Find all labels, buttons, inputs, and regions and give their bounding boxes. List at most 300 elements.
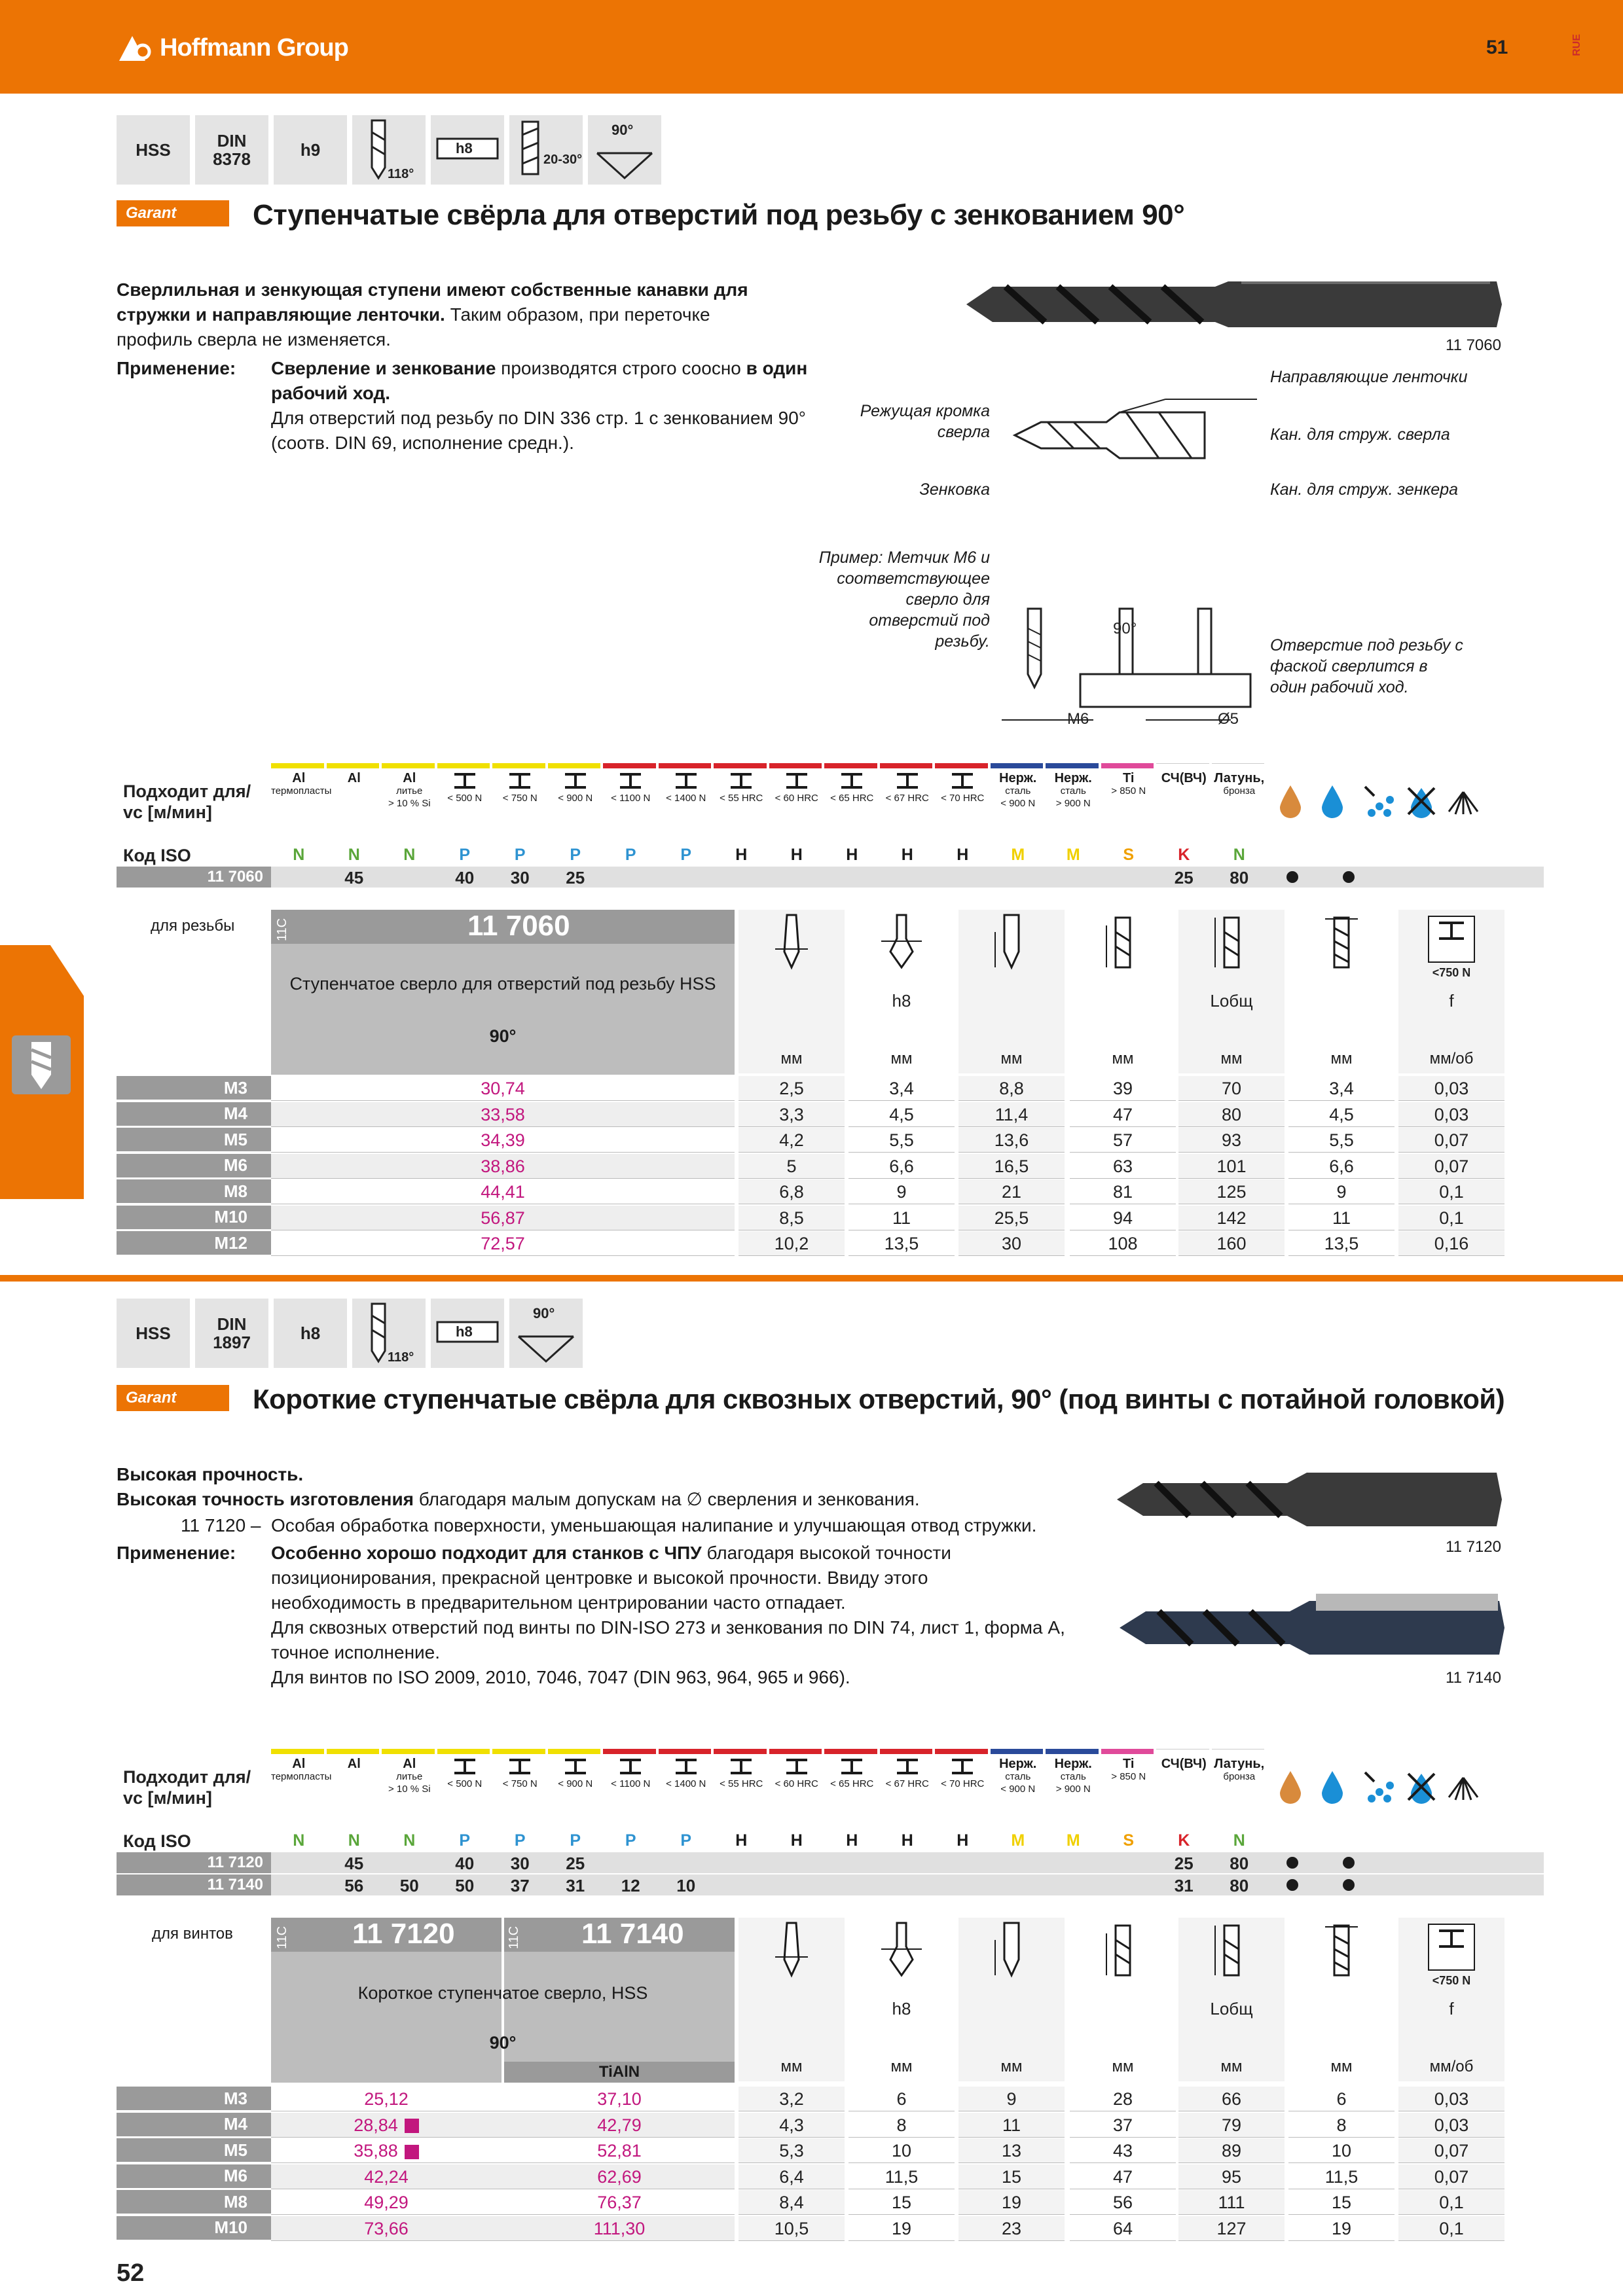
mat2-col-sub-7: < 1400 N (666, 1778, 706, 1789)
shank-diameter-icon (1312, 1920, 1371, 1996)
t1-pict-label-4: Lобщ (1210, 991, 1253, 1011)
drill-image-117120 (1117, 1463, 1503, 1535)
price-value: 35,88 (354, 2141, 398, 2161)
table2-article1: 11 7120 (352, 1918, 455, 1950)
t1-cell-6: 0,1 (1439, 1182, 1464, 1202)
mql-spray-icon (1361, 1768, 1398, 1808)
price-value: 25,12 (364, 2089, 409, 2109)
mat2-vc-1-6: 12 (621, 1876, 640, 1895)
mat1-label-1: Подходит для/ (123, 781, 251, 801)
mat1-col-4 (492, 772, 548, 804)
mat2-vc-0-17: 80 (1230, 1854, 1249, 1873)
t1-unit-0: мм (780, 1050, 803, 1067)
mat2-col-8 (714, 1758, 769, 1790)
flute-length-icon (1093, 912, 1152, 988)
mat2-col-sub-17: бронза (1223, 1771, 1256, 1782)
tolerance-icon: h8 (274, 1299, 347, 1368)
mat2-vc-1-17: 80 (1230, 1876, 1249, 1895)
new-item-marker (405, 2119, 419, 2133)
mat1-col-color-16 (1156, 763, 1209, 768)
t1-cell-6: 0,16 (1434, 1234, 1469, 1253)
brand-logo (117, 31, 348, 64)
mat2-col-sub-3: < 500 N (447, 1778, 483, 1789)
tap-example-diagram (1002, 602, 1264, 733)
t2-unit-0: мм (780, 2058, 803, 2075)
t2-cell-5: 10 (1331, 2141, 1352, 2161)
table2-desc: Короткое ступенчатое сверло, HSS (357, 1983, 648, 2003)
mat1-col-sub-2: литье > 10 % Si (388, 785, 431, 809)
mat1-iso-0: N (293, 845, 305, 864)
table2-tab1: 11C (275, 1926, 289, 1949)
mat1-col-color-4 (492, 763, 545, 768)
t1-cell-4: 160 (1216, 1234, 1247, 1253)
mat1-iso-5: P (570, 845, 581, 864)
air-blast-icon (1445, 783, 1482, 823)
mat1-col-color-8 (714, 763, 767, 768)
mat1-col-0 (271, 771, 332, 797)
price-value: 49,29 (364, 2193, 409, 2212)
mat2-col-sub-8: < 55 HRC (720, 1778, 763, 1789)
mat2-iso-8: H (735, 1831, 748, 1850)
t2-cell-6: 0,03 (1434, 2115, 1469, 2135)
t1-cell-5: 3,4 (1329, 1079, 1354, 1098)
price-value: 73,66 (364, 2218, 409, 2238)
label-flute-countersink: Кан. для струж. зенкера (1270, 480, 1459, 499)
svg-text:20-30°: 20-30° (543, 152, 583, 167)
t2-cell-5: 6 (1336, 2089, 1347, 2109)
mat1-iso-11: H (901, 845, 913, 864)
t1-pict-label-1: h8 (892, 991, 911, 1011)
t2-cell-1: 6 (896, 2089, 907, 2109)
section2-app-text: Особенно хорошо подходит для станков с ЧПУ благодаря высокой точности позиционирования, прекрасной центровке и высокой прочности. Ввиду этого необходимость в предварительном центрировании часто отпадает. Для сквозных отверстий под винты по DIN-ISO 273 и зенкования по DIN 74, лист 1, форма А, точное исполнение. Для винтов по ISO 2009, 2010, 7046, 7047 (DIN 963, 964, 965 и 966). (271, 1543, 1065, 1687)
mat2-col-17 (1212, 1758, 1267, 1783)
mat1-col-title-15: Ti (1123, 771, 1135, 785)
mat1-col-6 (603, 772, 659, 804)
mat1-col-color-11 (880, 763, 933, 768)
t2-unit-6: мм/об (1429, 2058, 1474, 2075)
drill-diameter-icon (762, 1920, 821, 1996)
mat2-vc-row-0 (117, 1852, 1504, 1873)
t1-unit-4: мм (1220, 1050, 1243, 1067)
section2-app-label: Применение: (117, 1543, 236, 1563)
mat2-vc-row-1 (117, 1874, 1504, 1895)
mat2-col-7 (659, 1758, 714, 1790)
t2-row (117, 2164, 1504, 2189)
price-value: 28,84 (354, 2115, 398, 2135)
mat2-col-12 (935, 1758, 991, 1790)
mat1-col-color-15 (1101, 763, 1154, 768)
t2-row (117, 2190, 1504, 2215)
section1-app-label: Применение: (117, 358, 236, 378)
suitability-dot (1343, 871, 1355, 883)
t1-cell-1: 3,4 (889, 1079, 914, 1098)
mat1-iso-10: H (846, 845, 858, 864)
t1-cell-2: 16,5 (994, 1156, 1029, 1176)
t2-cell-2: 9 (1006, 2089, 1017, 2109)
mat1-vc-0-17: 80 (1230, 868, 1249, 888)
t1-cell-1: 9 (896, 1182, 907, 1202)
t2-size: M8 (117, 2190, 271, 2215)
mat1-iso-4: P (514, 845, 526, 864)
section1-intro: Сверлильная и зенкующая ступени имеют собственные канавки для стружки и направляющие ленточки. Таким образом, при переточке профиль сверла не изменяется. (117, 279, 748, 350)
mat2-col-color-9 (769, 1749, 822, 1754)
mat2-vc-1-7: 10 (676, 1876, 696, 1895)
label-flute-drill: Кан. для струж. сверла (1270, 425, 1450, 444)
section2-line3: Особая обработка поверхности, уменьшающая налипание и улучшающая отвод стружки. (271, 1515, 1037, 1535)
t2-cell-2: 15 (1001, 2166, 1022, 2187)
t1-cell-5: 4,5 (1329, 1104, 1354, 1124)
t1-pict-label-6: f (1449, 991, 1454, 1011)
mat2-col-3 (437, 1758, 493, 1790)
steel-beam-icon (437, 1758, 493, 1778)
mat2-vc-art-1: 11 7140 (117, 1874, 271, 1895)
mat1-col-14 (1046, 772, 1101, 810)
mat1-col-9 (769, 772, 825, 804)
mat2-iso-2: N (403, 1831, 416, 1850)
mat1-iso-12: H (957, 845, 969, 864)
mat1-iso-8: H (735, 845, 748, 864)
t1-price: 44,41 (481, 1182, 525, 1202)
material-header-2 (117, 1749, 1504, 1822)
mat2-col-sub-10: < 65 HRC (830, 1778, 874, 1789)
t2-cell-5: 15 (1331, 2193, 1352, 2212)
mat1-col-title-16: СЧ(ВЧ) (1161, 771, 1207, 785)
t1-row (117, 1076, 1504, 1101)
t1-pict-col-2 (958, 910, 1065, 1073)
mat1-col-title-1: Al (347, 771, 361, 785)
t1-cell-5: 11 (1332, 1208, 1351, 1228)
suitability-dot (1286, 871, 1298, 883)
mat2-col-1 (327, 1758, 382, 1770)
mat1-vc-art-0: 11 7060 (117, 867, 271, 888)
oil-drop-icon (1277, 1768, 1304, 1808)
mat2-col-title-0: Al (292, 1757, 306, 1771)
air-blast-icon (1445, 1768, 1482, 1808)
mat2-col-color-3 (437, 1749, 490, 1754)
mat2-col-6 (603, 1758, 659, 1790)
mat1-col-sub-6: < 1100 N (611, 793, 651, 804)
mat2-col-13 (991, 1758, 1046, 1795)
section2-title: Короткие ступенчатые свёрла для сквозных отверстий, 90° (под винты с потайной головкой) (253, 1384, 1505, 1414)
table2-left-label: для винтов (152, 1925, 233, 1943)
t1-cell-3: 57 (1112, 1130, 1133, 1150)
mat1-col-sub-11: < 67 HRC (885, 793, 929, 804)
new-item-marker (405, 2145, 419, 2159)
garant-badge: Garant (117, 1385, 229, 1411)
svg-text:Ø5: Ø5 (1218, 710, 1239, 728)
t1-price: 33,58 (481, 1104, 525, 1124)
section1-title: Ступенчатые свёрла для отверстий под резьбу с зенкованием 90° (253, 199, 1185, 231)
mat1-iso-13: M (1011, 845, 1025, 864)
steel-beam-icon (935, 772, 991, 792)
mat2-col-title-15: Ti (1123, 1757, 1135, 1771)
mat2-iso-15: S (1123, 1831, 1135, 1850)
mat2-iso-14: M (1066, 1831, 1080, 1850)
mat2-iso-10: H (846, 1831, 858, 1850)
t1-row (117, 1179, 1504, 1204)
steel-beam-icon (824, 1758, 880, 1778)
mat1-iso-label: Код ISO (123, 846, 191, 865)
t1-size: M5 (117, 1128, 271, 1153)
t2-cell-6: 0,07 (1434, 2141, 1469, 2161)
steel-beam-icon (492, 1758, 548, 1778)
t2-cell-1: 11,5 (884, 2166, 919, 2187)
t2-unit-3: мм (1112, 2058, 1134, 2075)
t1-unit-2: мм (1000, 1050, 1023, 1067)
mat2-iso-0: N (293, 1831, 305, 1850)
t1-pict-col-4 (1178, 910, 1285, 1073)
svg-text:90°: 90° (611, 122, 634, 138)
t1-size: M12 (117, 1231, 271, 1256)
mat1-iso-1: N (348, 845, 360, 864)
point-angle-icon (352, 1299, 426, 1368)
mat2-col-color-8 (714, 1749, 767, 1754)
t1-price: 56,87 (481, 1208, 525, 1228)
mat2-label-2: vc [м/мин] (123, 1788, 212, 1808)
countersink-angle-icon (509, 1299, 583, 1368)
t1-size: M3 (117, 1076, 271, 1101)
t1-pict-col-0 (739, 910, 845, 1073)
mat1-col-title-17: Латунь, (1214, 771, 1265, 785)
mat2-col-5 (548, 1758, 604, 1790)
iso-row-1 (117, 844, 1504, 865)
mat2-col-sub-15: > 850 N (1111, 1771, 1146, 1782)
t2-pict-col-5 (1288, 1918, 1395, 2081)
t2-size: M4 (117, 2113, 271, 2138)
table1-tab: 11C (275, 918, 289, 941)
t1-cell-6: 0,03 (1434, 1104, 1469, 1124)
steel-beam-icon (824, 772, 880, 792)
t2-row (117, 2087, 1504, 2111)
t1-price: 30,74 (481, 1079, 525, 1098)
mat2-iso-label: Код ISO (123, 1831, 191, 1851)
t2-pict-label-6: f (1449, 1999, 1454, 2018)
steel-beam-icon (935, 1758, 991, 1778)
drill-diameter-icon (762, 912, 821, 988)
t2-pict-col-4 (1178, 1918, 1285, 2081)
mat2-col-title-13: Нерж. (999, 1757, 1037, 1771)
mat1-col-1 (327, 772, 382, 785)
mat1-col-sub-0: термопласты (271, 785, 332, 797)
mat1-iso-9: H (790, 845, 803, 864)
t2-cell-4: 66 (1221, 2089, 1242, 2109)
mat1-col-color-5 (548, 763, 601, 768)
mat1-col-sub-15: > 850 N (1111, 785, 1146, 797)
t2-cell-2: 23 (1001, 2218, 1022, 2238)
mat1-col-sub-3: < 500 N (447, 793, 483, 804)
suitability-dot (1343, 1879, 1355, 1891)
steel-beam-icon (880, 772, 936, 792)
mat2-col-sub-13: сталь < 900 N (1000, 1771, 1036, 1795)
page-number-top: 51 (1486, 37, 1508, 58)
t2-cell-3: 64 (1112, 2218, 1133, 2238)
property-icons-1 (117, 115, 661, 185)
mat1-col-15 (1101, 772, 1157, 797)
t1-row (117, 1154, 1504, 1179)
mat1-col-color-13 (991, 763, 1044, 768)
mat2-vc-1-16: 31 (1174, 1876, 1194, 1895)
t2-cell-0: 3,2 (779, 2089, 804, 2109)
header-bar (0, 0, 1623, 94)
t2-row (117, 2138, 1504, 2163)
emulsion-drop-icon (1319, 1768, 1345, 1808)
t2-price-117120 (271, 2164, 501, 2189)
mat2-vc-1-4: 37 (510, 1876, 530, 1895)
mat2-iso-11: H (901, 1831, 913, 1850)
svg-text:90°: 90° (533, 1305, 555, 1321)
t1-unit-6: мм/об (1429, 1050, 1474, 1067)
t2-cell-5: 11,5 (1324, 2166, 1359, 2187)
t2-cell-3: 43 (1112, 2141, 1133, 2161)
mat2-col-sub-2: литье > 10 % Si (388, 1771, 431, 1795)
t1-size: M4 (117, 1102, 271, 1127)
material-header-1 (117, 763, 1504, 836)
t2-price-117120 (271, 2113, 501, 2138)
mat2-col-title-2: Al (403, 1757, 416, 1771)
mat1-col-sub-13: сталь < 900 N (1000, 785, 1036, 809)
mat1-label-2: vc [м/мин] (123, 802, 212, 822)
mat2-iso-4: P (514, 1831, 526, 1850)
shank-diameter-icon (1312, 912, 1371, 988)
t2-cell-5: 19 (1331, 2218, 1352, 2238)
mat1-col-color-3 (437, 763, 490, 768)
mat1-col-color-14 (1046, 763, 1099, 768)
t1-row (117, 1102, 1504, 1127)
mat1-col-8 (714, 772, 769, 804)
image-ref-117060: 11 7060 (1446, 336, 1501, 354)
page-number-bottom: 52 (117, 2259, 145, 2287)
mat2-col-color-7 (659, 1749, 712, 1754)
table2-coating: TiAlN (504, 2062, 735, 2083)
mat2-col-sub-9: < 60 HRC (775, 1778, 818, 1789)
t2-pict-col-6 (1398, 1918, 1504, 2081)
tolerance-icon: h9 (274, 115, 347, 185)
garant-badge: Garant (117, 200, 229, 226)
t1-row (117, 1206, 1504, 1230)
example-text: Пример: Метчик M6 и соответствующее сверло для отверстий под резьбу. (818, 548, 990, 651)
t2-cell-6: 0,1 (1439, 2218, 1464, 2238)
t1-cell-6: 0,1 (1439, 1208, 1464, 1228)
mat2-col-14 (1046, 1758, 1101, 1795)
t1-cell-4: 93 (1221, 1130, 1242, 1150)
step-length-icon (982, 1920, 1041, 1996)
lang-code: RUE (1571, 34, 1582, 56)
steel-beam-icon (880, 1758, 936, 1778)
t2-unit-2: мм (1000, 2058, 1023, 2075)
t2-price-117120 (271, 2087, 501, 2111)
t2-cell-2: 11 (1002, 2115, 1021, 2135)
table2-angle: 90° (489, 2033, 517, 2053)
mat1-col-color-12 (935, 763, 988, 768)
mat1-col-5 (548, 772, 604, 804)
mat2-vc-1-5: 31 (566, 1876, 585, 1895)
label-countersink: Зенковка (919, 480, 990, 499)
mat2-vc-1-1: 56 (344, 1876, 364, 1895)
t1-cell-0: 5 (786, 1156, 797, 1176)
t2-cell-1: 19 (891, 2218, 912, 2238)
mat2-col-color-14 (1046, 1749, 1099, 1754)
drill-image-117060 (966, 275, 1503, 334)
t2-price-117120 (271, 2138, 501, 2163)
mat1-col-12 (935, 772, 991, 804)
suitability-dot (1343, 1857, 1355, 1869)
t1-cell-3: 47 (1112, 1104, 1133, 1124)
mat2-col-title-1: Al (347, 1757, 361, 1771)
t2-cell-6: 0,1 (1439, 2193, 1464, 2212)
t1-price: 72,57 (481, 1234, 525, 1253)
mat1-col-sub-8: < 55 HRC (720, 793, 763, 804)
drill-scheme-diagram (995, 386, 1257, 484)
steel-beam-icon (437, 772, 493, 792)
mat1-col-color-0 (271, 763, 324, 768)
mat1-col-title-0: Al (292, 771, 306, 785)
mat2-iso-1: N (348, 1831, 360, 1850)
t1-cell-4: 70 (1221, 1079, 1242, 1098)
helix-angle-icon (509, 115, 583, 185)
t1-unit-3: мм (1112, 1050, 1134, 1067)
section2-line1: Высокая прочность. (117, 1464, 304, 1484)
mat2-iso-13: M (1011, 1831, 1025, 1850)
t1-cell-3: 81 (1112, 1182, 1133, 1202)
steel-beam-icon (659, 772, 714, 792)
steel-beam-icon (714, 772, 769, 792)
mat1-col-color-17 (1212, 763, 1265, 768)
t1-pict-col-1 (848, 910, 955, 1073)
mat2-vc-art-0: 11 7120 (117, 1852, 271, 1873)
section1-app-text: Сверление и зенкование производятся строго соосно в один рабочий ход. Для отверстий под резьбу по DIN 336 стр. 1 с зенкованием 90° (соотв. DIN 69, исполнение средн.). (271, 358, 808, 453)
t2-cell-4: 79 (1221, 2115, 1242, 2135)
mat2-col-9 (769, 1758, 825, 1790)
material-hss-icon: HSS (117, 115, 190, 185)
t2-unit-5: мм (1330, 2058, 1353, 2075)
t2-pict-750: <750 N (1432, 1974, 1471, 1987)
mat2-col-11 (880, 1758, 936, 1790)
mat1-col-color-2 (382, 763, 435, 768)
mat2-col-sub-0: термопласты (271, 1771, 332, 1782)
mat1-col-7 (659, 772, 714, 804)
mat2-col-2 (382, 1758, 437, 1795)
mat1-col-title-2: Al (403, 771, 416, 785)
t1-row (117, 1231, 1504, 1256)
t1-pict-col-3 (1070, 910, 1176, 1073)
mat1-col-sub-9: < 60 HRC (775, 793, 818, 804)
t1-cell-0: 4,2 (779, 1130, 804, 1150)
t2-cell-2: 13 (1001, 2141, 1022, 2161)
mat2-col-title-14: Нерж. (1054, 1757, 1092, 1771)
mat2-iso-3: P (459, 1831, 471, 1850)
mat2-iso-6: P (625, 1831, 636, 1850)
mat2-col-color-1 (327, 1749, 380, 1754)
table1-desc: Ступенчатое сверло для отверстий под резьбу HSS (289, 974, 716, 994)
mat1-col-sub-5: < 900 N (558, 793, 593, 804)
mat2-label-1: Подходит для/ (123, 1767, 251, 1787)
t1-cell-3: 63 (1112, 1156, 1133, 1176)
mat1-col-color-9 (769, 763, 822, 768)
mat2-col-color-16 (1156, 1749, 1209, 1754)
t1-size: M8 (117, 1179, 271, 1204)
mat2-iso-9: H (790, 1831, 803, 1850)
din-standard-icon: DIN 8378 (195, 115, 268, 185)
mat1-col-sub-17: бронза (1223, 785, 1256, 797)
total-length-icon (1202, 1920, 1261, 1996)
t2-cell-4: 89 (1221, 2141, 1242, 2161)
mat1-vc-row-0 (117, 867, 1504, 888)
mat1-col-11 (880, 772, 936, 804)
t2-cell-1: 8 (896, 2115, 907, 2135)
mat1-col-title-13: Нерж. (999, 771, 1037, 785)
mat2-col-color-11 (880, 1749, 933, 1754)
t2-row (117, 2216, 1504, 2241)
